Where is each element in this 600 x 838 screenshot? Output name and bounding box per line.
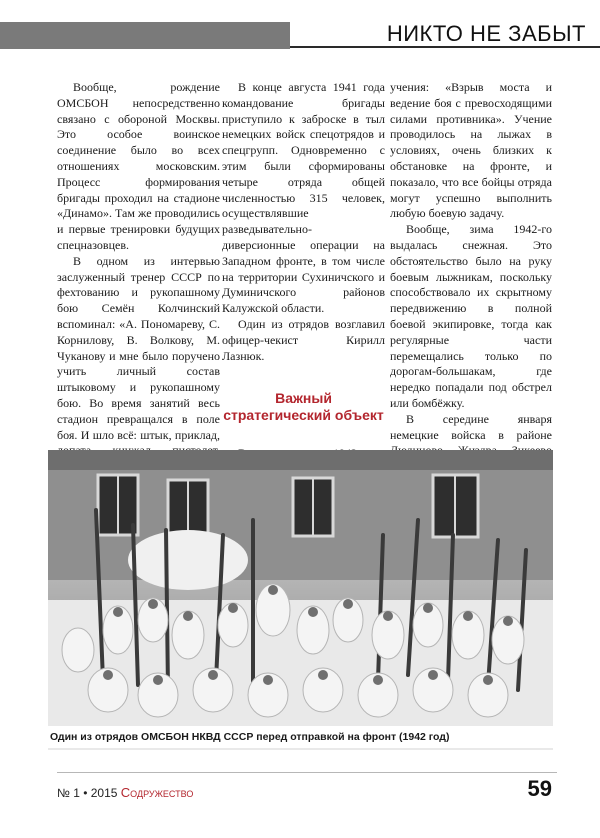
footer-issue <box>57 785 193 800</box>
paragraph: Вообще, рождение ОМСБОН непосредственно связано с обороной Москвы. Это особое воинское соединение было во всех отношениях московским. Процесс формирования бригады проходил на стадионе «Динамо». Там же проводились и первые тренировки будущих спецназовцев. <box>57 80 220 252</box>
paragraph: В конце августа 1941 года командование бригады приступило к заброске в тыл немецких войск спецотрядов и спецгрупп. Одновременно с этим были сформированы четыре отряда общей численностью 315 человек, осуществлявшие разведывательно-диверсионные операции на Западном фронте, в том числе на территории Сухиничского и Думиничского районов Калужской области. <box>222 80 385 316</box>
magazine-name: Содружество <box>120 785 194 800</box>
issue-number: № 1 • 2015 <box>57 786 118 800</box>
photo-caption <box>48 726 553 748</box>
subheading: Важный стратегический объект <box>223 390 384 424</box>
header-bar <box>0 22 290 49</box>
paragraph: Вообще, зима 1942-го выдалась снежная. Это обстоятельство было на руку боевым лыжникам, поскольку способствовало их скрытному передвижению в полной боевой экипировке, тогда как регулярные части перемещались только по дорогам-большакам, где нередко попадали под обстрел или бомбёжку. <box>390 222 552 410</box>
historical-photo <box>48 450 553 750</box>
photo-illustration <box>48 450 553 750</box>
paragraph: Один из отрядов возглавил офицер-чекист Кирилл Лазнюк. <box>222 316 385 363</box>
page-number: 59 <box>527 776 552 801</box>
paragraph: В одном из интервью заслуженный тренер СССР по фехтованию и рукопашному бою Семён Колчинский вспоминал: «А. Пономареву, С. Корнилову, В. Волкову, М. Чуканову и мне было поручено учить личный состав штыковому и рукопашному бою. Во время занятий весь стадион превращался в поле боя. И шло всё: штык, приклад, <box>57 253 220 442</box>
photo-caption-text: Один из отрядов ОМСБОН НКВД СССР перед отправкой на фронт (1942 год) <box>50 731 450 743</box>
section-title: НИКТО НЕ ЗАБЫТ <box>386 21 586 46</box>
paragraph: учения: «Взрыв моста и ведение боя с превосходящими силами противника». Учение проводилось на лыжах в условиях, очень близких к обстановке на фронте, и показало, что все бойцы отряда могут успешно выполнить любую боевую задачу. <box>390 80 552 221</box>
paragraph: В середине января немецкие войска в районе <box>390 411 552 442</box>
footer-rule <box>57 772 557 773</box>
